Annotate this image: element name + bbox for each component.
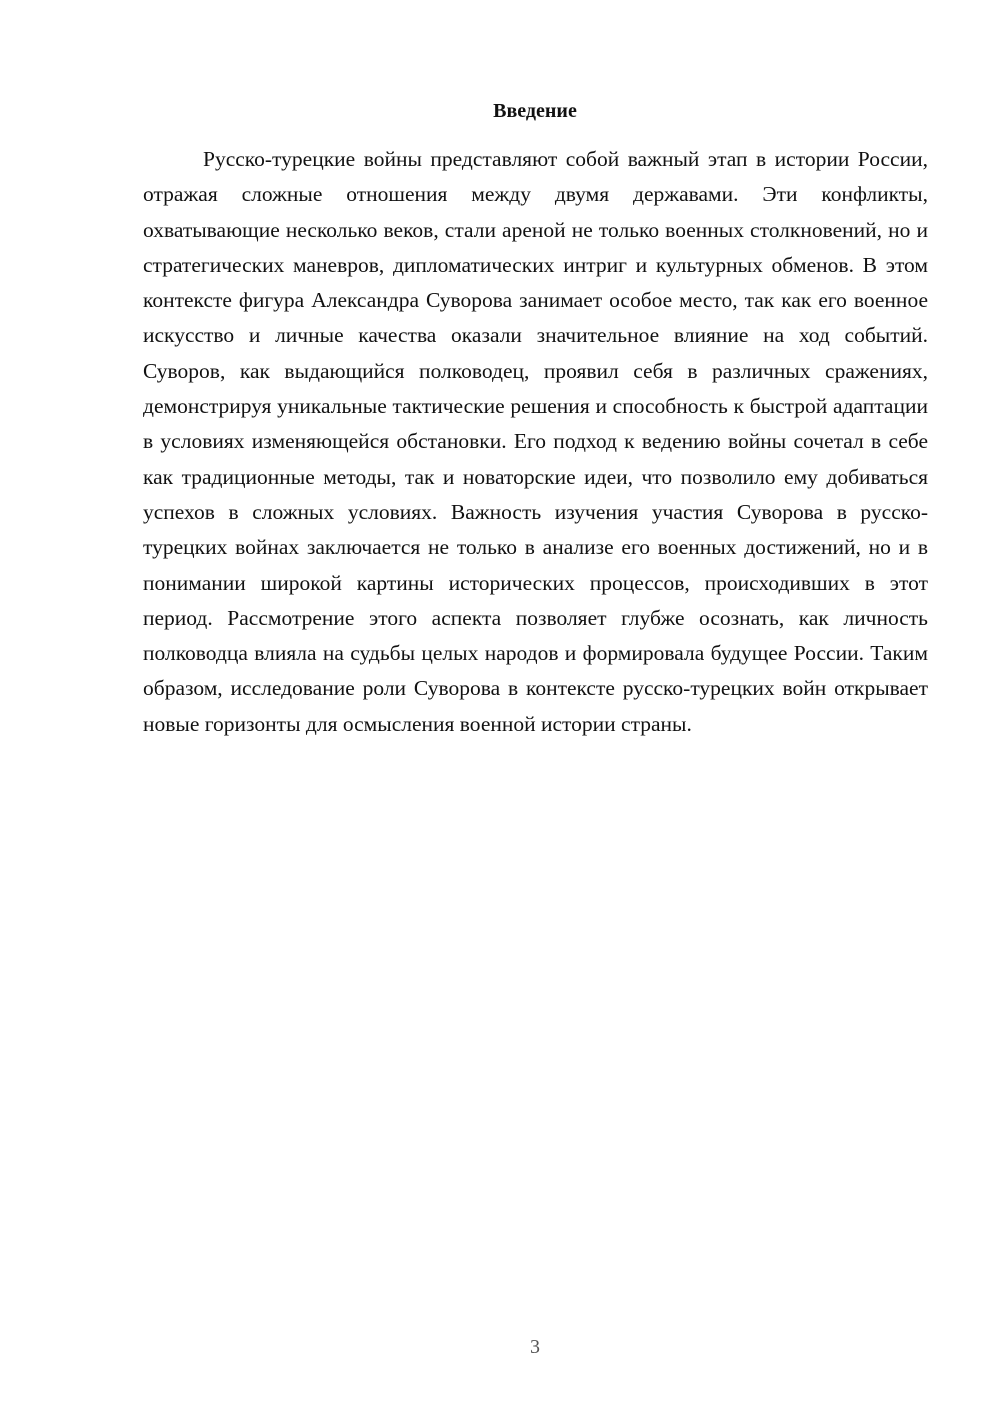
body-paragraph: Русско-турецкие войны представляют собой важный этап в истории России, отражая сложные отношения между двумя державами. Эти конфликты, охватывающие несколько веков, стали ареной не только военных столкновений, но и стратегических маневров, дипломатических интриг и культурных обменов. В этом контексте фигура Александра Суворова занимает особое место, так как его военное искусство и личные качества оказали значительное влияние на ход событий. Суворов, как выдающийся полководец, проявил себя в различных сражениях, демонстрируя уникальные тактические решения и способность к быстрой адаптации в условиях изменяющейся обстановки. Его подход к ведению войны сочетал в себе как традиционные методы, так и новаторские идеи, что позволило ему добиваться успехов в сложных условиях. Важность изучения участия Суворова в русско-турецких войнах заключается не только в анализе его военных достижений, но и в понимании широкой картины исторических процессов, происходивших в этот период. Рассмотрение этого аспекта позволяет глубже осознать, как личность полководца влияла на судьбы целых народов и формировала будущее России. Таким образом, исследование роли Суворова в контексте русско-турецких войн открывает новые горизонты для осмысления военной истории страны. [143,147,928,736]
page-number: 3 [530,1336,540,1358]
section-heading: Введение [493,100,577,122]
